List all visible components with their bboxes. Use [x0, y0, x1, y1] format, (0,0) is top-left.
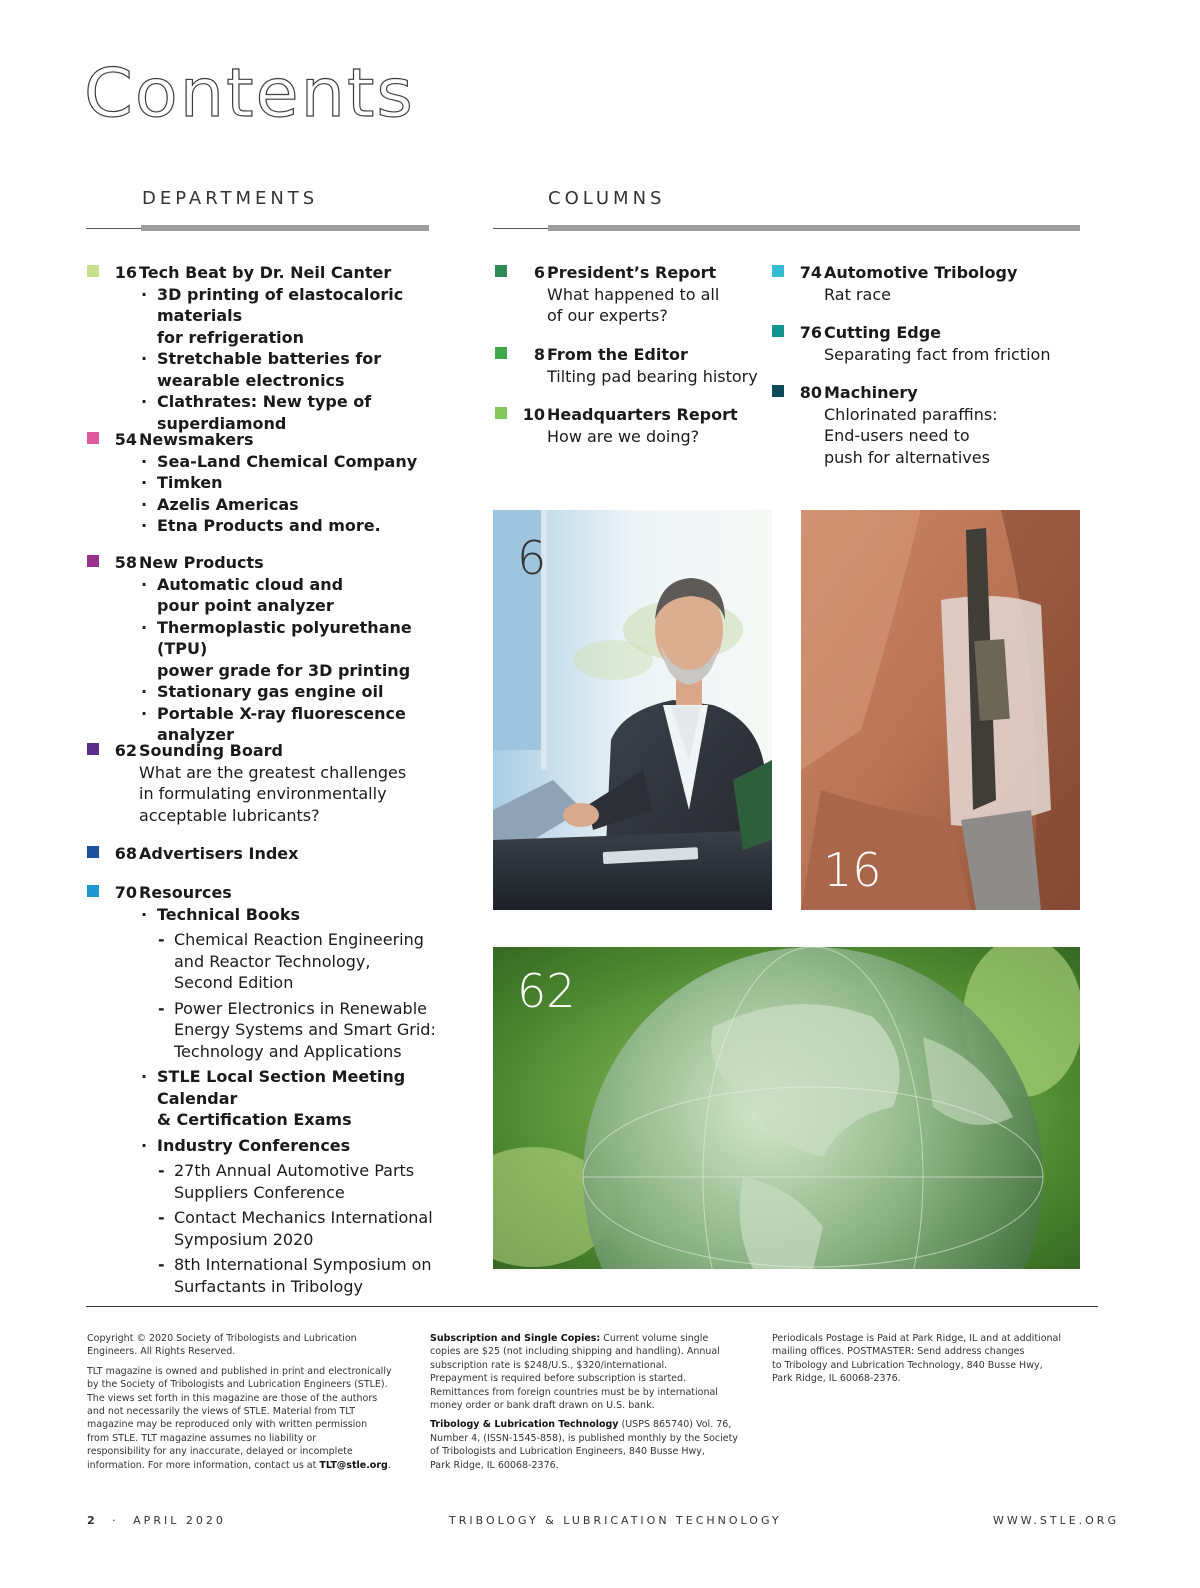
- contact-email-link[interactable]: TLT@stle.org: [319, 1459, 388, 1471]
- entry-title: Sounding Board: [139, 741, 283, 760]
- entry-title: Cutting Edge: [824, 323, 942, 342]
- entry-description: What happened to all of our experts?: [547, 284, 720, 325]
- bullet-item: · Etna Products and more.: [139, 515, 439, 537]
- entry-description: Rat race: [824, 284, 891, 304]
- glass-globe-image: [493, 947, 1080, 1269]
- page-number: 10: [522, 405, 545, 424]
- sub-bullet-item: - Contact Mechanics International Symposium 2020: [139, 1207, 439, 1250]
- business-handshake-photo[interactable]: [493, 510, 772, 910]
- footer-rule: [86, 1306, 1098, 1307]
- subscription-heading: Subscription and Single Copies:: [430, 1333, 601, 1344]
- page-title: Contents: [84, 54, 415, 132]
- subscription-body: Current volume single copies are $25 (not including shipping and handling). Annual subscription rate is $248/U.S., $320/international. Prepayment is required before subscription is started. Remittances from foreign countries must be by international money order or bank draft drawn on U.S. bank.: [430, 1333, 720, 1412]
- departments-heading: DEPARTMENTS: [142, 188, 319, 209]
- columns-rule-thick: [548, 225, 1080, 231]
- entry-title: Resources: [139, 883, 232, 902]
- stretchable-battery-image: [801, 510, 1080, 910]
- bullet-item: · Stretchable batteries for wearable electronics: [139, 348, 439, 391]
- color-square: [87, 265, 99, 277]
- entry-title: Tech Beat by Dr. Neil Canter: [139, 263, 392, 282]
- bullet-item: · Azelis Americas: [139, 494, 439, 516]
- photo-page-number-6: 6: [517, 531, 547, 585]
- entry-description: How are we doing?: [547, 426, 700, 446]
- entry-title: Machinery: [824, 383, 918, 402]
- entry-title: From the Editor: [547, 345, 688, 364]
- bullet-item: · Clathrates: New type of superdiamond: [139, 391, 439, 434]
- business-handshake-image: [493, 510, 772, 910]
- folio-separator: ·: [112, 1514, 119, 1527]
- color-square: [87, 555, 99, 567]
- ownership-text: [87, 1365, 407, 1472]
- issue-date: APRIL 2020: [133, 1514, 226, 1527]
- page-number: 8: [533, 345, 545, 364]
- columns-heading: COLUMNS: [548, 188, 666, 209]
- color-square: [772, 385, 784, 397]
- footer-copyright-column: [87, 1332, 407, 1478]
- bullet-item: · Thermoplastic polyurethane (TPU) power grade for 3D printing: [139, 617, 439, 682]
- bullet-item: · STLE Local Section Meeting Calendar & Certification Exams: [139, 1066, 439, 1131]
- sub-bullet-item: - 8th International Symposium on Surfactants in Tribology: [139, 1254, 439, 1297]
- publication-text: [430, 1418, 750, 1472]
- photo-page-number-16: 16: [823, 843, 882, 897]
- entry-title: Advertisers Index: [139, 844, 299, 863]
- sub-bullet-item: - Power Electronics in Renewable Energy Systems and Smart Grid: Technology and Applications: [139, 998, 439, 1063]
- footer-subscription-column: [430, 1332, 750, 1478]
- ownership-body: TLT magazine is owned and published in print and electronically by the Society of Tribologists and Lubrication Engineers (STLE). The views set forth in this magazine are those of the authors and not necessarily the views of STLE. Material from TLT magazine may be reproduced only with written permission from STLE. TLT magazine assumes no liability or responsibility for any inaccurate, delayed or incomplete information. For more information, contact us at: [87, 1365, 392, 1471]
- footer-postage-column: [772, 1332, 1092, 1392]
- entry-title: New Products: [139, 553, 264, 572]
- color-square: [87, 743, 99, 755]
- color-square: [495, 265, 507, 277]
- bullet-item: · Portable X-ray fluorescence analyzer: [139, 703, 439, 746]
- photo-page-number-62: 62: [517, 964, 576, 1018]
- color-square: [87, 846, 99, 858]
- sub-bullet-item: - 27th Annual Automotive Parts Suppliers Conference: [139, 1160, 439, 1203]
- sub-bullet-item: - Chemical Reaction Engineering and Reactor Technology, Second Edition: [139, 929, 439, 994]
- color-square: [772, 325, 784, 337]
- page-number: 58: [114, 553, 137, 572]
- page-number: 76: [799, 323, 822, 342]
- page-number: 70: [114, 883, 137, 902]
- entry-title: Headquarters Report: [547, 405, 738, 424]
- page-number: 6: [533, 263, 545, 282]
- page-number: 80: [799, 383, 822, 402]
- entry-title: President’s Report: [547, 263, 717, 282]
- glass-globe-photo[interactable]: [493, 947, 1080, 1269]
- period: .: [387, 1459, 391, 1471]
- bullet-item: · Sea-Land Chemical Company: [139, 451, 439, 473]
- page-number: 16: [114, 263, 137, 282]
- website-link[interactable]: WWW.STLE.ORG: [993, 1514, 1119, 1527]
- page-number: 54: [114, 430, 137, 449]
- entry-description: Tilting pad bearing history: [547, 366, 758, 386]
- postage-text: Periodicals Postage is Paid at Park Ridge, IL and at additional mailing offices. POSTMASTER: Send address changes to Tribology and Lubrication Technology, 840 Busse Hwy, Park Ridge, IL 60068-2376.: [772, 1333, 1061, 1385]
- page-number: 2: [87, 1514, 98, 1527]
- bullet-item: · Technical Books: [139, 904, 439, 926]
- bullet-item: · Stationary gas engine oil: [139, 681, 439, 703]
- copyright-text: Copyright © 2020 Society of Tribologists and Lubrication Engineers. All Rights Reserved.: [87, 1333, 357, 1358]
- stretchable-battery-photo[interactable]: [801, 510, 1080, 910]
- color-square: [495, 347, 507, 359]
- color-square: [87, 885, 99, 897]
- color-square: [495, 407, 507, 419]
- folio-left: [87, 1514, 226, 1527]
- bullet-item: · Automatic cloud and pour point analyzer: [139, 574, 439, 617]
- entry-description: Chlorinated paraffins: End-users need to push for alternatives: [824, 404, 998, 467]
- publication-body: (USPS 865740) Vol. 76, Number 4, (ISSN-1545-858), is published monthly by the Society of Tribologists and Lubrication Engineers, 840 Busse Hwy, Park Ridge, IL 60068-2376.: [430, 1419, 738, 1471]
- publication-name: Tribology & Lubrication Technology: [430, 1419, 619, 1431]
- entry-description: What are the greatest challenges in formulating environmentally acceptable lubricants?: [139, 762, 407, 825]
- bullet-item: · Timken: [139, 472, 439, 494]
- page-number: 62: [114, 741, 137, 760]
- page-number: 74: [799, 263, 822, 282]
- entry-title: Newsmakers: [139, 430, 254, 449]
- entry-title: Automotive Tribology: [824, 263, 1018, 282]
- color-square: [87, 432, 99, 444]
- page-number: 68: [114, 844, 137, 863]
- bullet-item: · 3D printing of elastocaloric materials for refrigeration: [139, 284, 439, 349]
- bullet-item: · Industry Conferences: [139, 1135, 439, 1157]
- subscription-text: [430, 1332, 750, 1412]
- publication-name-footer: TRIBOLOGY & LUBRICATION TECHNOLOGY: [449, 1514, 782, 1527]
- color-square: [772, 265, 784, 277]
- entry-description: Separating fact from friction: [824, 344, 1051, 364]
- departments-rule-thick: [141, 225, 429, 231]
